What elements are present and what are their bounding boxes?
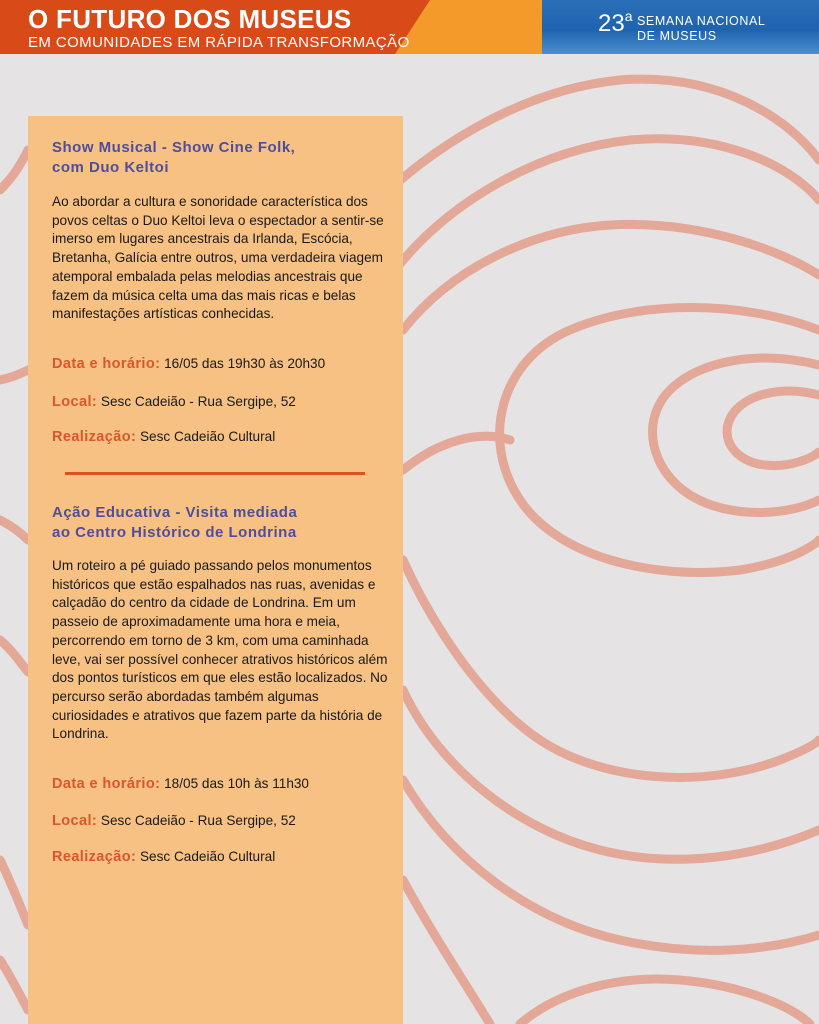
event-1-title <box>52 138 392 178</box>
header-banner <box>0 0 819 54</box>
event-2-org-row <box>52 849 275 865</box>
event-2-place-label: Local: <box>52 813 98 829</box>
event-1-place-value: Sesc Cadeião - Rua Sergipe, 52 <box>100 394 296 409</box>
event-1-title-line2: com Duo Keltoi <box>52 159 170 176</box>
week-logo-number: 23$^a$ <box>598 8 633 37</box>
event-2-title <box>52 503 392 543</box>
event-2-description: Um roteiro a pé guiado passando pelos monumentos históricos que estão espalhados nas ruas, avenidas e calçadão do centro da cidade de Londrina. Em um passeio de aproximadamente uma hora e meia, percorrendo em torno de 3 km, com uma caminhada leve, vai ser possível conhecer atrativos históricos além dos pontos turísticos em que eles estão localizados. No percurso serão abordadas também algumas curiosidades e atrativos que fazem parte da história de Londrina. <box>52 558 388 742</box>
event-1-date-value: 16/05 das 19h30 às 20h30 <box>164 356 326 371</box>
event-2-org-label: Realização: <box>52 849 137 865</box>
event-1-place-row <box>52 394 296 410</box>
event-1-org-value: Sesc Cadeião Cultural <box>139 429 276 444</box>
week-logo-line1: SEMANA NACIONAL <box>637 14 766 28</box>
event-1-description: Ao abordar a cultura e sonoridade característica dos povos celtas o Duo Keltoi leva o espectador a sentir-se imerso em lugares ancestrais da Irlanda, Escócia, Bretanha, Galícia entre outros, uma verdadeira viagem atemporal embalada pelas melodias ancestrais que fazem da música celta uma das mais ricas e belas manifestações artísticas conhecidas. <box>52 194 384 322</box>
page-subtitle: EM COMUNIDADES EM RÁPIDA TRANSFORMAÇÃO <box>28 34 410 51</box>
event-1-date-row <box>52 356 325 372</box>
event-2-org-value: Sesc Cadeião Cultural <box>139 849 276 864</box>
event-1-place-label: Local: <box>52 394 98 410</box>
header-orange-accent <box>395 0 555 54</box>
event-2-place-value: Sesc Cadeião - Rua Sergipe, 52 <box>100 813 296 828</box>
page-title: O FUTURO DOS MUSEUS <box>28 4 352 34</box>
event-2-date-row <box>52 776 309 792</box>
event-2-description-block <box>52 557 392 744</box>
event-2-title-line1: Ação Educativa - Visita mediada <box>52 504 298 521</box>
event-1-date-label: Data e horário: <box>52 356 161 372</box>
event-2-date-value: 18/05 das 10h às 11h30 <box>164 776 309 791</box>
event-2-place-row <box>52 813 296 829</box>
event-1-title-line1: Show Musical - Show Cine Folk, <box>52 139 296 156</box>
event-2-date-label: Data e horário: <box>52 776 161 792</box>
event-2-title-line2: ao Centro Histórico de Londrina <box>52 524 297 541</box>
events-card <box>28 116 403 1024</box>
event-1-description-block <box>52 193 392 324</box>
section-divider <box>65 472 365 475</box>
event-1-org-row <box>52 429 275 445</box>
week-logo-line2: DE MUSEUS <box>637 29 717 43</box>
event-1-org-label: Realização: <box>52 429 137 445</box>
